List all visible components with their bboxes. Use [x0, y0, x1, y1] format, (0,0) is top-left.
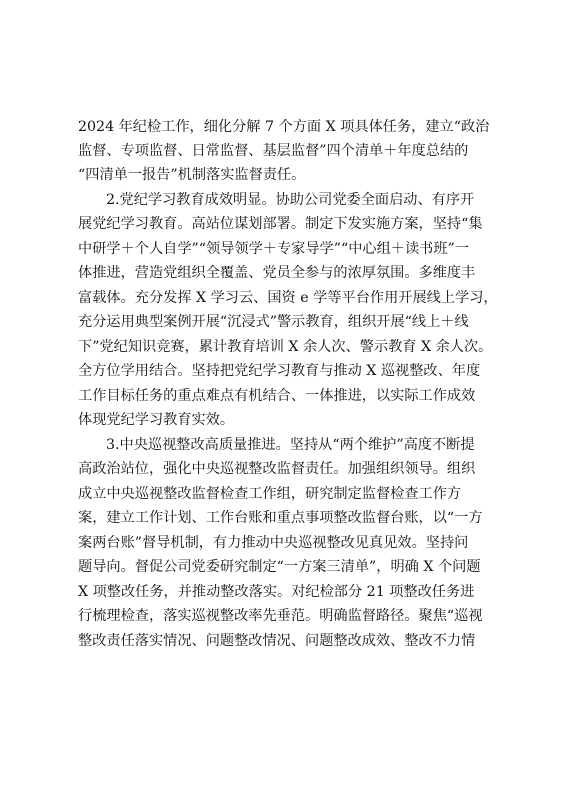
paragraph-first-line: 3.中央巡视整改高质量推进。坚持从“两个维护”高度不断提 [106, 437, 475, 453]
text-line: 工作目标任务的重点难点有机结合、一体推进，以实际工作成效 [78, 388, 476, 404]
text-line: 监督、专项监督、日常监督、基层监督”四个清单＋年度总结的 [78, 143, 469, 159]
text-line: 整改责任落实情况、问题整改情况、问题整改成效、整改不力情 [78, 633, 476, 649]
text-line: 成立中央巡视整改监督检查工作组，研究制定监督检查工作方 [78, 486, 462, 502]
text-line: 展党纪学习教育。高站位谋划部署。制定下发实施方案，坚持“集 [78, 216, 483, 232]
text-line: 高政治站位，强化中央巡视整改监督责任。加强组织领导。组织 [78, 461, 476, 477]
text-line: 充分运用典型案例开展“沉浸式”警示教育，组织开展“线上＋线 [78, 314, 469, 330]
text-line: 案两台账”督导机制，有力推动中央巡视整改见真见效。坚持问 [78, 535, 469, 551]
text-line: 行梳理检查，落实巡视整改率先垂范。明确监督路径。聚焦“巡视 [78, 608, 483, 624]
text-line: 富载体。充分发挥 X 学习云、国资 e 学等平台作用开展线上学习， [78, 290, 498, 306]
text-line: 题导向。督促公司党委研究制定“一方案三清单”，明确 X 个问题 [78, 559, 481, 575]
text-line: 中研学＋个人自学”“领导领学＋专家导学”“中心组＋读书班”一 [78, 241, 469, 257]
paragraph-first-line: 2.党纪学习教育成效明显。协助公司党委全面启动、有序开 [106, 192, 475, 208]
text-line: “四清单一报告”机制落实监督责任。 [78, 167, 306, 183]
text-line: 案，建立工作计划、工作台账和重点事项整改监督台账，以“一方 [78, 510, 483, 526]
text-line: 体现党纪学习教育实效。 [78, 412, 235, 428]
text-line: 下”党纪知识竞赛，累计教育培训 X 余人次、警示教育 X 余人次。 [78, 339, 493, 355]
text-line: 全方位学用结合。坚持把党纪学习教育与推动 X 巡视整改、年度 [78, 363, 481, 379]
text-line: 体推进，营造党组织全覆盖、党员全参与的浓厚氛围。多维度丰 [78, 265, 476, 281]
text-line: X 项整改任务，并推动整改落实。对纪检部分 21 项整改任务进 [78, 584, 475, 600]
text-line: 2024 年纪检工作，细化分解 7 个方面 X 项具体任务，建立“政治 [78, 119, 490, 135]
